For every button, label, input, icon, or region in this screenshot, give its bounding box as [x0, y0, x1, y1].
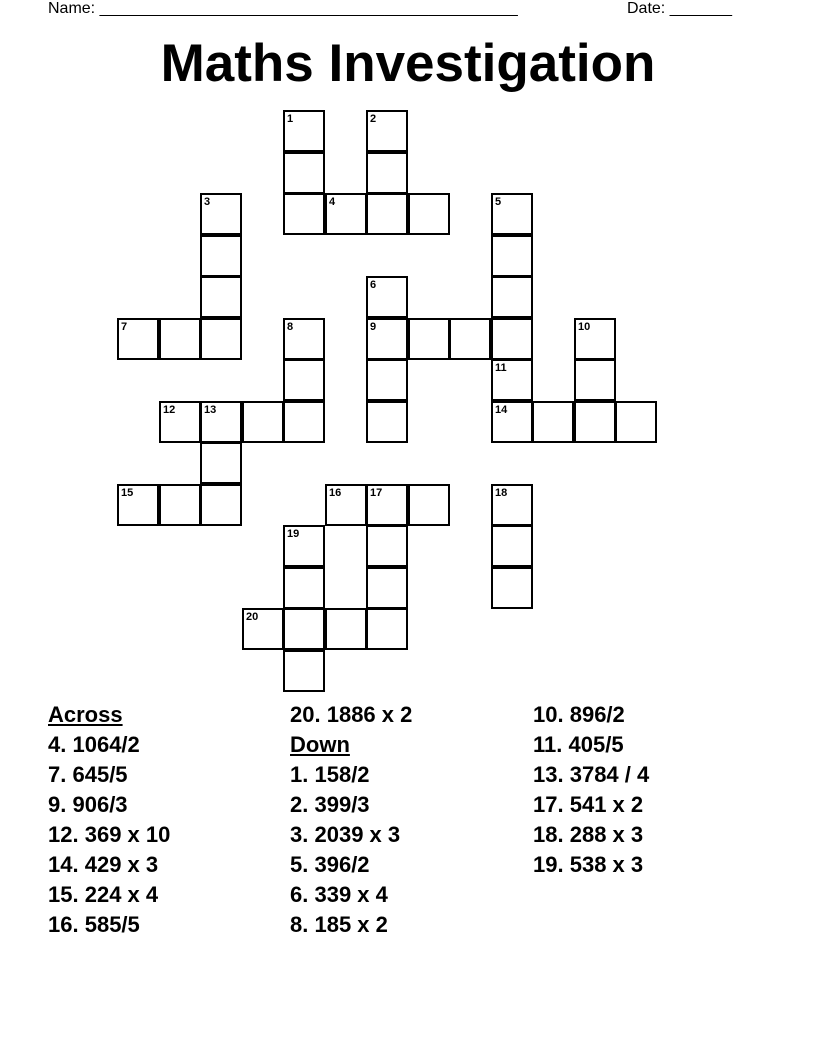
grid-cell[interactable] — [366, 276, 408, 318]
grid-cell[interactable] — [574, 401, 616, 443]
clue-number: 3. — [290, 822, 309, 847]
cell-number: 13 — [204, 404, 217, 416]
cell-number: 11 — [495, 362, 507, 374]
grid-cell[interactable] — [408, 318, 450, 360]
clue-item — [290, 850, 530, 880]
clue-number: 4. — [48, 732, 67, 757]
grid-cell[interactable] — [242, 608, 284, 650]
clue-text: 645/5 — [72, 762, 128, 787]
cell-number: 12 — [163, 404, 176, 416]
clue-text: 896/2 — [569, 702, 625, 727]
grid-cell[interactable] — [366, 401, 408, 443]
clue-item — [48, 790, 288, 820]
cell-number: 18 — [495, 487, 508, 499]
clue-number: 5. — [290, 852, 309, 877]
clue-item — [48, 910, 288, 940]
grid-cell[interactable] — [200, 276, 242, 318]
cell-number: 6 — [370, 279, 377, 291]
grid-cell[interactable] — [491, 276, 533, 318]
clue-text: 399/3 — [314, 792, 370, 817]
cell-number: 19 — [287, 528, 300, 540]
grid-cell[interactable] — [491, 484, 533, 526]
cell-number: 15 — [121, 487, 134, 499]
cell-number: 16 — [329, 487, 342, 499]
clue-text: 158/2 — [314, 762, 370, 787]
grid-cell[interactable] — [283, 110, 325, 152]
clue-item — [290, 820, 530, 850]
clue-text: 429 x 3 — [84, 852, 159, 877]
cell-number: 2 — [370, 113, 377, 125]
clue-item — [48, 730, 288, 760]
grid-cell[interactable] — [200, 235, 242, 277]
grid-cell[interactable] — [532, 401, 574, 443]
grid-cell[interactable] — [491, 235, 533, 277]
grid-cell[interactable] — [283, 359, 325, 401]
clue-text: 538 x 3 — [569, 852, 644, 877]
clue-text: 1064/2 — [72, 732, 140, 757]
grid-cell[interactable] — [283, 650, 325, 692]
clue-number: 18. — [533, 822, 564, 847]
grid-cell[interactable] — [491, 193, 533, 235]
clue-text: 224 x 4 — [84, 882, 159, 907]
clue-text: 585/5 — [84, 912, 140, 937]
cell-number: 20 — [246, 611, 259, 623]
cell-number: 8 — [287, 321, 294, 333]
grid-cell[interactable] — [325, 484, 367, 526]
clue-item — [290, 760, 530, 790]
grid-cell[interactable] — [366, 608, 408, 650]
clue-text: 396/2 — [314, 852, 370, 877]
grid-cell[interactable] — [159, 401, 201, 443]
grid-cell[interactable] — [283, 401, 325, 443]
cell-number: 9 — [370, 321, 377, 333]
grid-cell[interactable] — [366, 525, 408, 567]
clue-item — [533, 820, 773, 850]
clue-number: 12. — [48, 822, 79, 847]
clue-number: 7. — [48, 762, 67, 787]
grid-cell[interactable] — [491, 359, 533, 401]
clue-number: 8. — [290, 912, 309, 937]
clue-number: 10. — [533, 702, 564, 727]
clue-item — [48, 820, 288, 850]
cell-number: 14 — [495, 404, 508, 416]
cell-number: 3 — [204, 196, 211, 208]
grid-cell[interactable] — [574, 359, 616, 401]
grid-cell[interactable] — [366, 484, 408, 526]
grid-cell[interactable] — [366, 110, 408, 152]
grid-cell[interactable] — [200, 484, 242, 526]
grid-cell[interactable] — [366, 359, 408, 401]
clue-number: 13. — [533, 762, 564, 787]
clue-item — [48, 760, 288, 790]
clue-number: 17. — [533, 792, 564, 817]
date-field-line[interactable]: Date: _______ — [627, 0, 732, 17]
grid-cell[interactable] — [159, 318, 201, 360]
grid-cell[interactable] — [283, 525, 325, 567]
grid-cell[interactable] — [283, 318, 325, 360]
clue-text: 369 x 10 — [84, 822, 171, 847]
clue-heading: Down — [290, 732, 350, 757]
grid-cell[interactable] — [283, 567, 325, 609]
clue-heading: Across — [48, 702, 123, 727]
cell-number: 4 — [329, 196, 336, 208]
grid-cell[interactable] — [200, 318, 242, 360]
clue-text: 339 x 4 — [314, 882, 388, 907]
grid-cell[interactable] — [283, 608, 325, 650]
clue-number: 2. — [290, 792, 309, 817]
clue-number: 11. — [533, 732, 563, 757]
clue-item — [48, 850, 288, 880]
clue-number: 19. — [533, 852, 564, 877]
clue-item — [533, 850, 773, 880]
clue-text: 288 x 3 — [569, 822, 644, 847]
clue-column-3 — [533, 700, 773, 880]
clue-column-2 — [290, 700, 530, 940]
clue-item — [533, 790, 773, 820]
grid-cell[interactable] — [366, 193, 408, 235]
clue-item — [533, 700, 773, 730]
grid-cell[interactable] — [491, 401, 533, 443]
grid-cell[interactable] — [200, 193, 242, 235]
page-title: Maths Investigation — [160, 34, 656, 93]
clue-text: 906/3 — [72, 792, 128, 817]
grid-cell[interactable] — [200, 442, 242, 484]
grid-cell[interactable] — [283, 152, 325, 194]
clue-item — [290, 790, 530, 820]
clue-number: 9. — [48, 792, 67, 817]
clue-text: 1886 x 2 — [326, 702, 413, 727]
grid-cell[interactable] — [366, 318, 408, 360]
cell-number: 10 — [578, 321, 591, 333]
grid-cell[interactable] — [242, 401, 284, 443]
grid-cell[interactable] — [491, 525, 533, 567]
clue-item — [533, 760, 773, 790]
grid-cell[interactable] — [491, 567, 533, 609]
clue-number: 15. — [48, 882, 79, 907]
cell-number: 17 — [370, 487, 383, 499]
clue-text: 541 x 2 — [569, 792, 644, 817]
grid-cell[interactable] — [408, 193, 450, 235]
clue-number: 20. — [290, 702, 321, 727]
grid-cell[interactable] — [325, 608, 367, 650]
grid-cell[interactable] — [574, 318, 616, 360]
clue-item — [290, 910, 530, 940]
clue-text: 3784 / 4 — [569, 762, 650, 787]
clue-number: 6. — [290, 882, 309, 907]
grid-cell[interactable] — [491, 318, 533, 360]
grid-cell[interactable] — [615, 401, 657, 443]
grid-cell[interactable] — [117, 484, 159, 526]
clue-text: 2039 x 3 — [314, 822, 401, 847]
grid-cell[interactable] — [117, 318, 159, 360]
grid-cell[interactable] — [200, 401, 242, 443]
grid-cell[interactable] — [159, 484, 201, 526]
grid-cell[interactable] — [366, 567, 408, 609]
grid-cell[interactable] — [325, 193, 367, 235]
clue-text: 405/5 — [568, 732, 624, 757]
grid-cell[interactable] — [283, 193, 325, 235]
clue-item — [290, 700, 530, 730]
grid-cell[interactable] — [408, 484, 450, 526]
clue-item — [533, 730, 773, 760]
clue-number: 14. — [48, 852, 79, 877]
grid-cell[interactable] — [366, 152, 408, 194]
clue-text: 185 x 2 — [314, 912, 388, 937]
grid-cell[interactable] — [449, 318, 491, 360]
clue-number: 1. — [290, 762, 309, 787]
clue-item — [290, 880, 530, 910]
cell-number: 7 — [121, 321, 128, 333]
clue-column-1 — [48, 700, 288, 940]
name-field-line[interactable]: Name: _______________________________________________ — [48, 0, 518, 17]
clue-item — [48, 880, 288, 910]
cell-number: 1 — [287, 113, 294, 125]
clue-number: 16. — [48, 912, 79, 937]
cell-number: 5 — [495, 196, 502, 208]
